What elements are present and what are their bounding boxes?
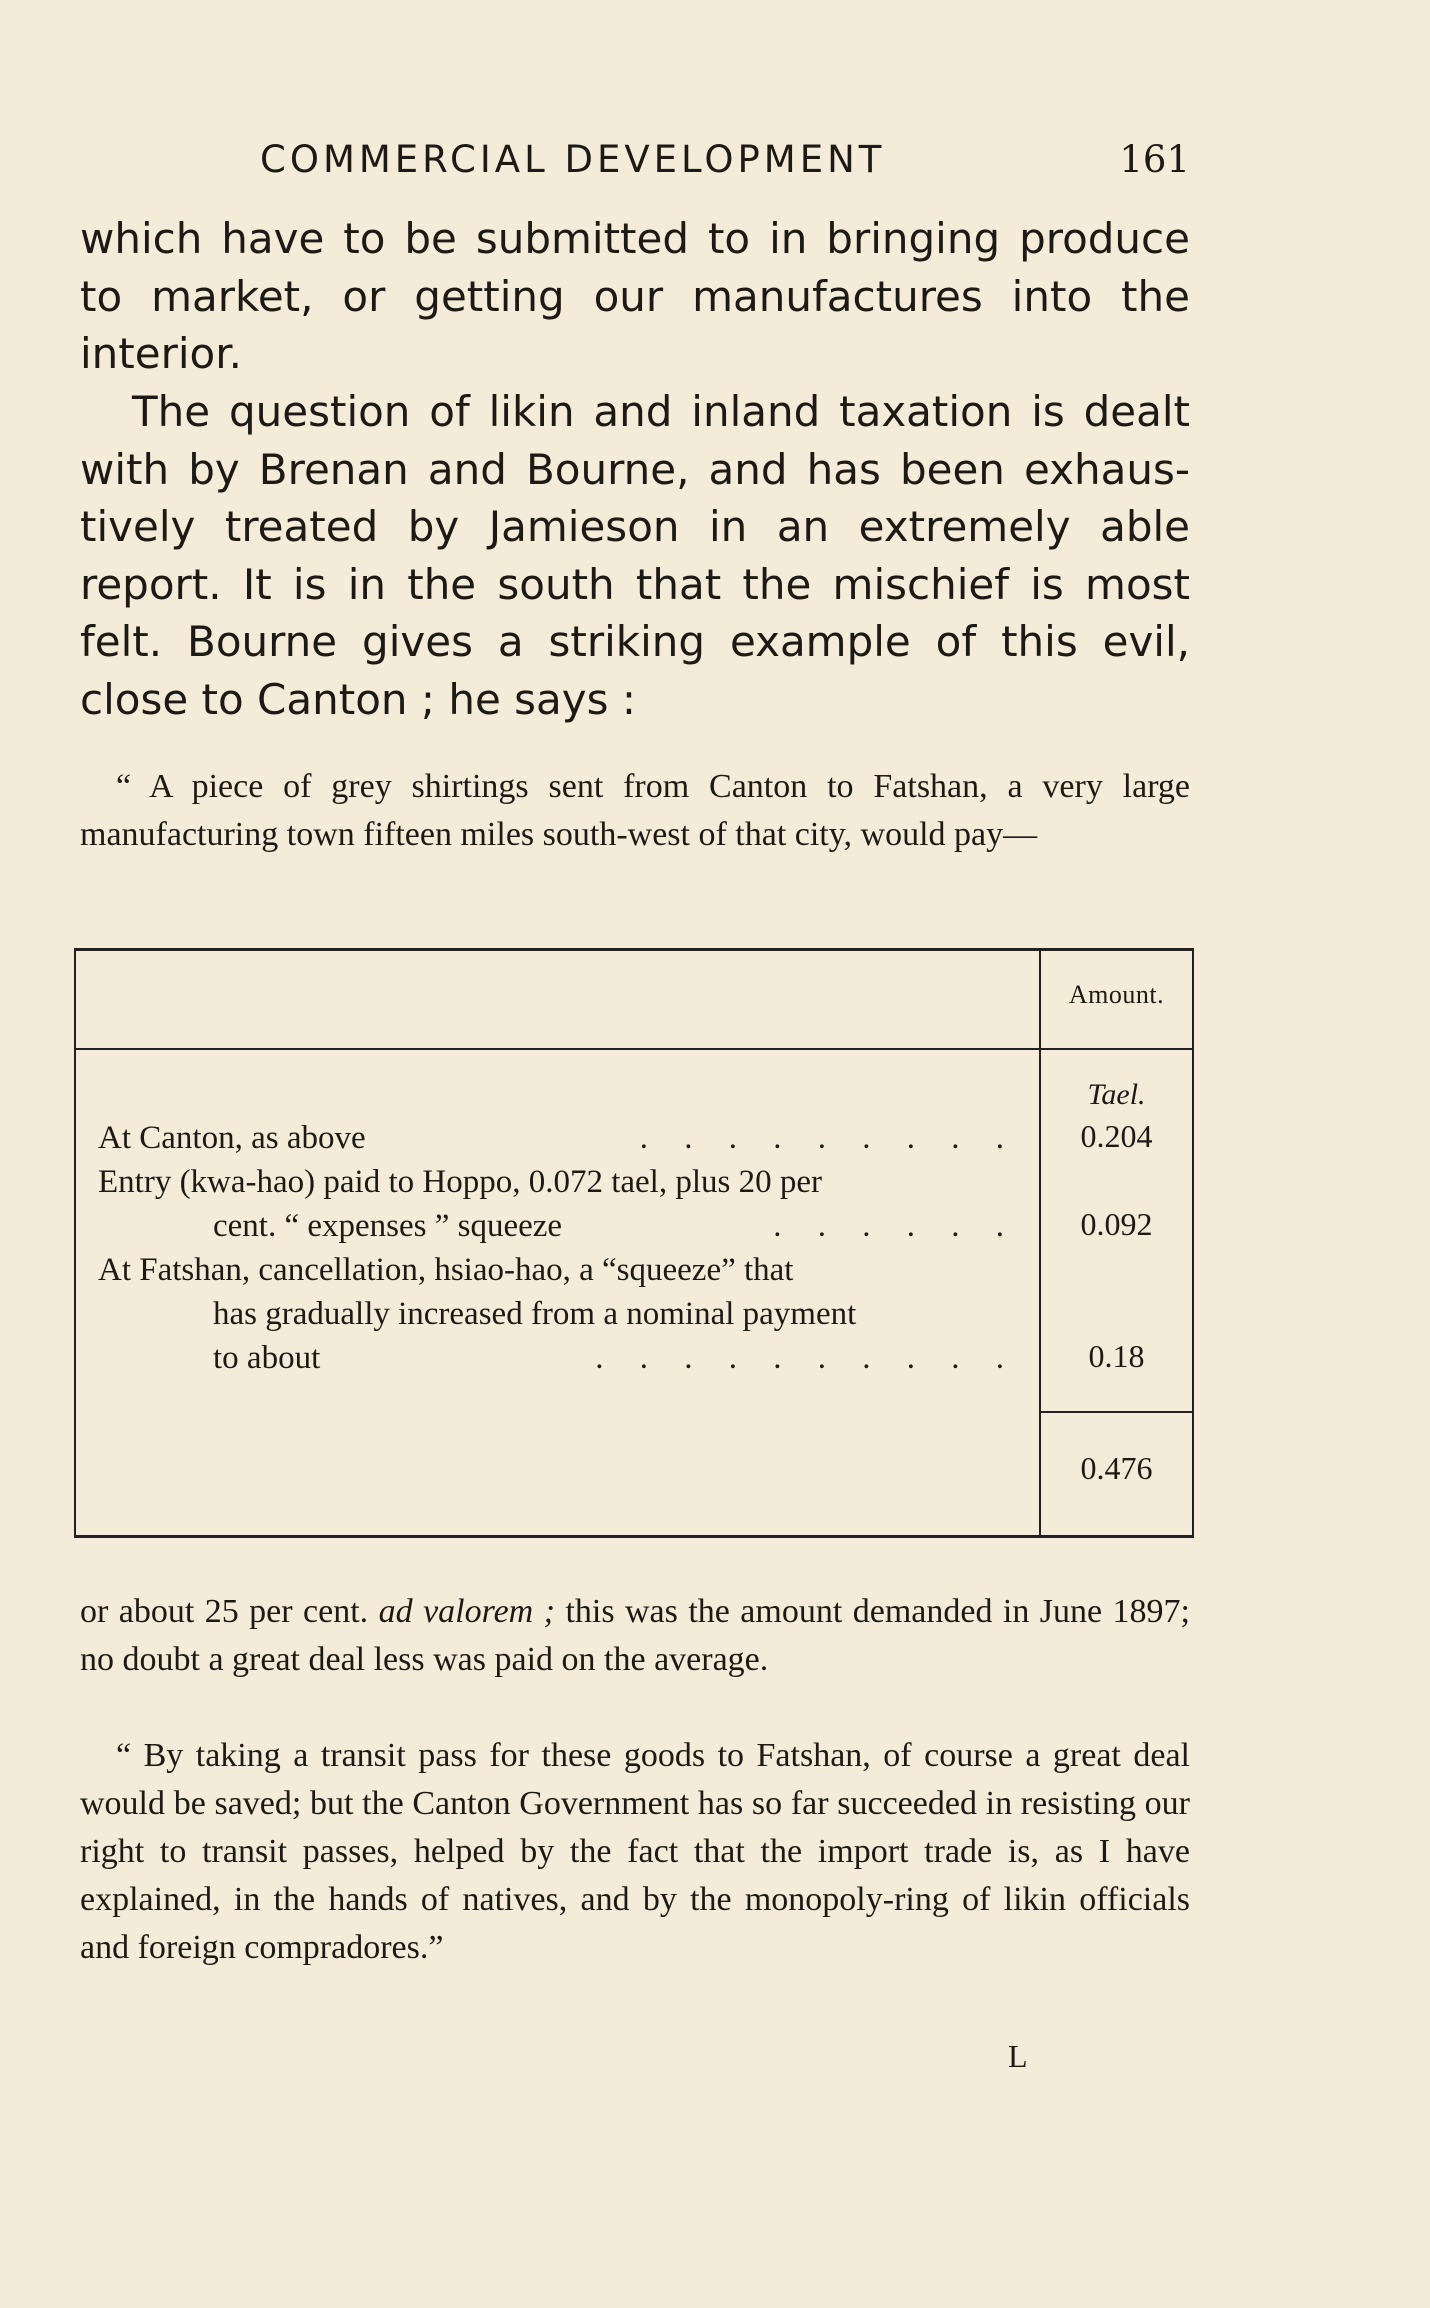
total-amount: 0.476 bbox=[1080, 1450, 1153, 1486]
table-row: Entry (kwa-hao) paid to Hoppo, 0.072 tael, plus 20 per cent. “ expenses ” squeeze . . . . . . bbox=[98, 1160, 1018, 1248]
paragraph-1: which have to be submitted to in bringing produce to market, or getting our manufactures into the interior. bbox=[80, 214, 1190, 378]
row-label: Entry (kwa-hao) paid to Hoppo, 0.072 tael, plus 20 per bbox=[98, 1164, 823, 1200]
running-head: COMMERCIAL DEVELOPMENT bbox=[260, 138, 886, 181]
table-bottom-rule bbox=[74, 1535, 1194, 1538]
table-total-rule bbox=[1039, 1411, 1194, 1413]
paragraph-final: “ By taking a transit pass for these goods to Fatshan, of course a great deal would be saved; but the Canton Government has so far succeeded in resisting our right to transit passes, helped by the fact that the import trade is, as I have explained, in the hands of natives, and by the monopoly-ring of likin officials and foreign compradores.” bbox=[80, 1737, 1190, 1966]
row-label-continued: has gradually increased from a nominal payment bbox=[213, 1296, 857, 1332]
quote-intro: “ A piece of grey shirtings sent from Canton to Fatshan, a very large manufacturing town fifteen miles south-west of that city, would pay— bbox=[80, 768, 1190, 853]
signature-mark: L bbox=[1008, 2038, 1028, 2074]
table-row: At Fatshan, cancellation, hsiao-hao, a “squeeze” that has gradually increased from a nominal payment to about . . . . . . . . . . bbox=[98, 1248, 1018, 1380]
table-row: At Canton, as above . . . . . . . . . bbox=[98, 1116, 1018, 1160]
row-label: At Canton, as above bbox=[98, 1120, 366, 1156]
row-amount: 0.18 bbox=[1088, 1338, 1145, 1374]
table-header-rule bbox=[74, 1048, 1194, 1050]
row-amount: 0.092 bbox=[1080, 1206, 1153, 1242]
after-table-text-1: or about 25 per cent. bbox=[80, 1593, 369, 1630]
row-amount: 0.204 bbox=[1080, 1118, 1153, 1154]
table-left-border bbox=[74, 948, 76, 1538]
amount-column-header: Amount. bbox=[1068, 980, 1165, 1009]
row-label: At Fatshan, cancellation, hsiao-hao, a “squeeze” that bbox=[98, 1252, 794, 1288]
page-header bbox=[80, 138, 1190, 198]
page-number: 161 bbox=[1119, 138, 1190, 181]
after-table-text-2: this was the amount demanded in June 1897; no doubt a great deal less was paid on the average. bbox=[80, 1593, 1190, 1678]
paragraph-2: The question of likin and inland taxation is dealt with by Brenan and Bourne, and has been exhaustively treated by Jamieson in an extremely able report. It is in the south that the mischief is most felt. Bourne gives a striking example of this evil, close to Canton ; he says : bbox=[80, 387, 1190, 724]
table-top-rule bbox=[74, 948, 1194, 951]
unit-label: Tael. bbox=[1087, 1078, 1146, 1111]
row-label-continued: to about bbox=[213, 1340, 321, 1376]
tax-table bbox=[74, 948, 1194, 1538]
after-table-italic: ad valorem ; bbox=[378, 1593, 555, 1630]
paragraph-after-table bbox=[80, 1588, 1190, 1684]
row-label-continued: cent. “ expenses ” squeeze bbox=[213, 1208, 563, 1244]
